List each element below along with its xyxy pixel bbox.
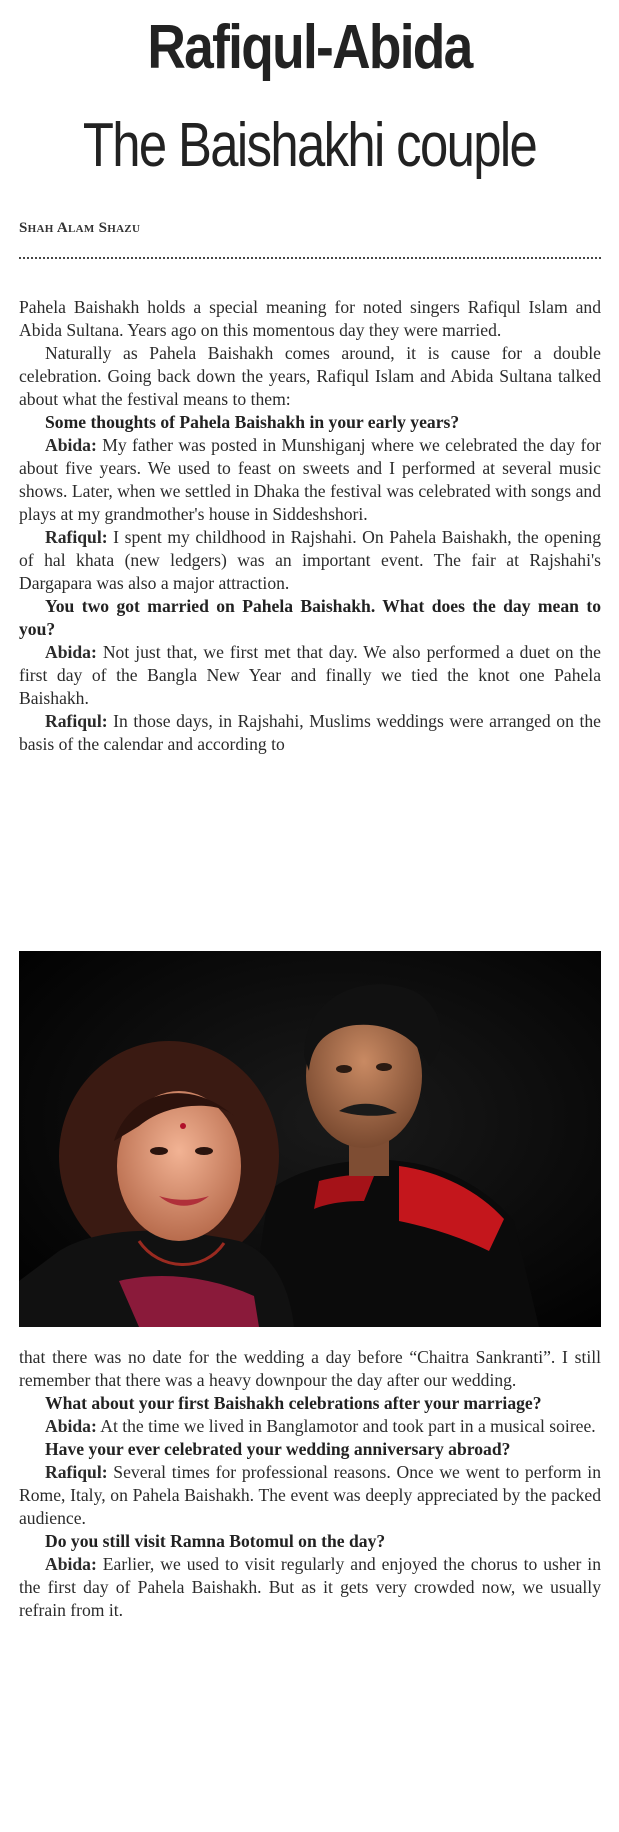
- answer-text: In those days, in Rajshahi, Muslims weddings were arranged on the basis of the calendar and according to: [19, 711, 601, 754]
- answer: [19, 710, 601, 756]
- speaker-name: Rafiqul:: [45, 711, 108, 731]
- paragraph: that there was no date for the wedding a day before “Chaitra Sankranti”. I still remember that there was a heavy downpour the day after our wedding.: [19, 1347, 601, 1390]
- speaker-name: Abida:: [45, 1416, 97, 1436]
- article-body-bottom: [19, 1346, 601, 1622]
- answer: [19, 526, 601, 595]
- subheadline: The Baishakhi couple: [82, 111, 537, 180]
- answer: [19, 434, 601, 526]
- answer: [19, 1415, 601, 1438]
- answer-text: I spent my childhood in Rajshahi. On Pahela Baishakh, the opening of hal khata (new ledgers) was an important event. The fair at Rajshahi's Dargapara was also a major attraction.: [19, 527, 601, 593]
- answer-text: My father was posted in Munshiganj where we celebrated the day for about five years. We used to feast on sweets and I performed at several music shows. Later, when we settled in Dhaka the festival was celebrated with songs and plays at my grandmother's house in Siddeshshori.: [19, 435, 601, 524]
- answer-text: At the time we lived in Banglamotor and took part in a musical soiree.: [96, 1416, 596, 1436]
- byline: Shah Alam Shazu: [19, 220, 141, 236]
- question: Have your ever celebrated your wedding anniversary abroad?: [45, 1439, 511, 1459]
- speaker-name: Rafiqul:: [45, 1462, 108, 1482]
- question: You two got married on Pahela Baishakh. What does the day mean to you?: [19, 596, 601, 639]
- answer-text: Earlier, we used to visit regularly and enjoyed the chorus to usher in the first day of Pahela Baishakh. But as it gets very crowded now, we usually refrain from it.: [19, 1554, 601, 1620]
- answer-text: Not just that, we first met that day. We also performed a duet on the first day of the Bangla New Year and finally we tied the knot one Pahela Baishakh.: [19, 642, 601, 708]
- speaker-name: Rafiqul:: [45, 527, 108, 547]
- answer: [19, 641, 601, 710]
- answer: [19, 1461, 601, 1530]
- headline: Rafiqul-Abida: [147, 13, 472, 82]
- dotted-divider: [19, 257, 601, 259]
- speaker-name: Abida:: [45, 435, 97, 455]
- question: Some thoughts of Pahela Baishakh in your early years?: [45, 412, 460, 432]
- speaker-name: Abida:: [45, 642, 97, 662]
- question: Do you still visit Ramna Botomul on the day?: [45, 1531, 386, 1551]
- couple-photo: [19, 951, 601, 1327]
- answer: [19, 1553, 601, 1622]
- speaker-name: Abida:: [45, 1554, 97, 1574]
- answer-text: Several times for professional reasons. Once we went to perform in Rome, Italy, on Pahela Baishakh. The event was deeply appreciated by the packed audience.: [19, 1462, 601, 1528]
- question: What about your first Baishakh celebrations after your marriage?: [45, 1393, 542, 1413]
- article-body-top: [19, 296, 601, 756]
- couple-photo-illustration: [19, 951, 601, 1327]
- paragraph: Pahela Baishakh holds a special meaning for noted singers Rafiqul Islam and Abida Sultana. Years ago on this momentous day they were married.: [19, 297, 601, 340]
- paragraph: Naturally as Pahela Baishakh comes around, it is cause for a double celebration. Going back down the years, Rafiqul Islam and Abida Sultana talked about what the festival means to them:: [19, 343, 601, 409]
